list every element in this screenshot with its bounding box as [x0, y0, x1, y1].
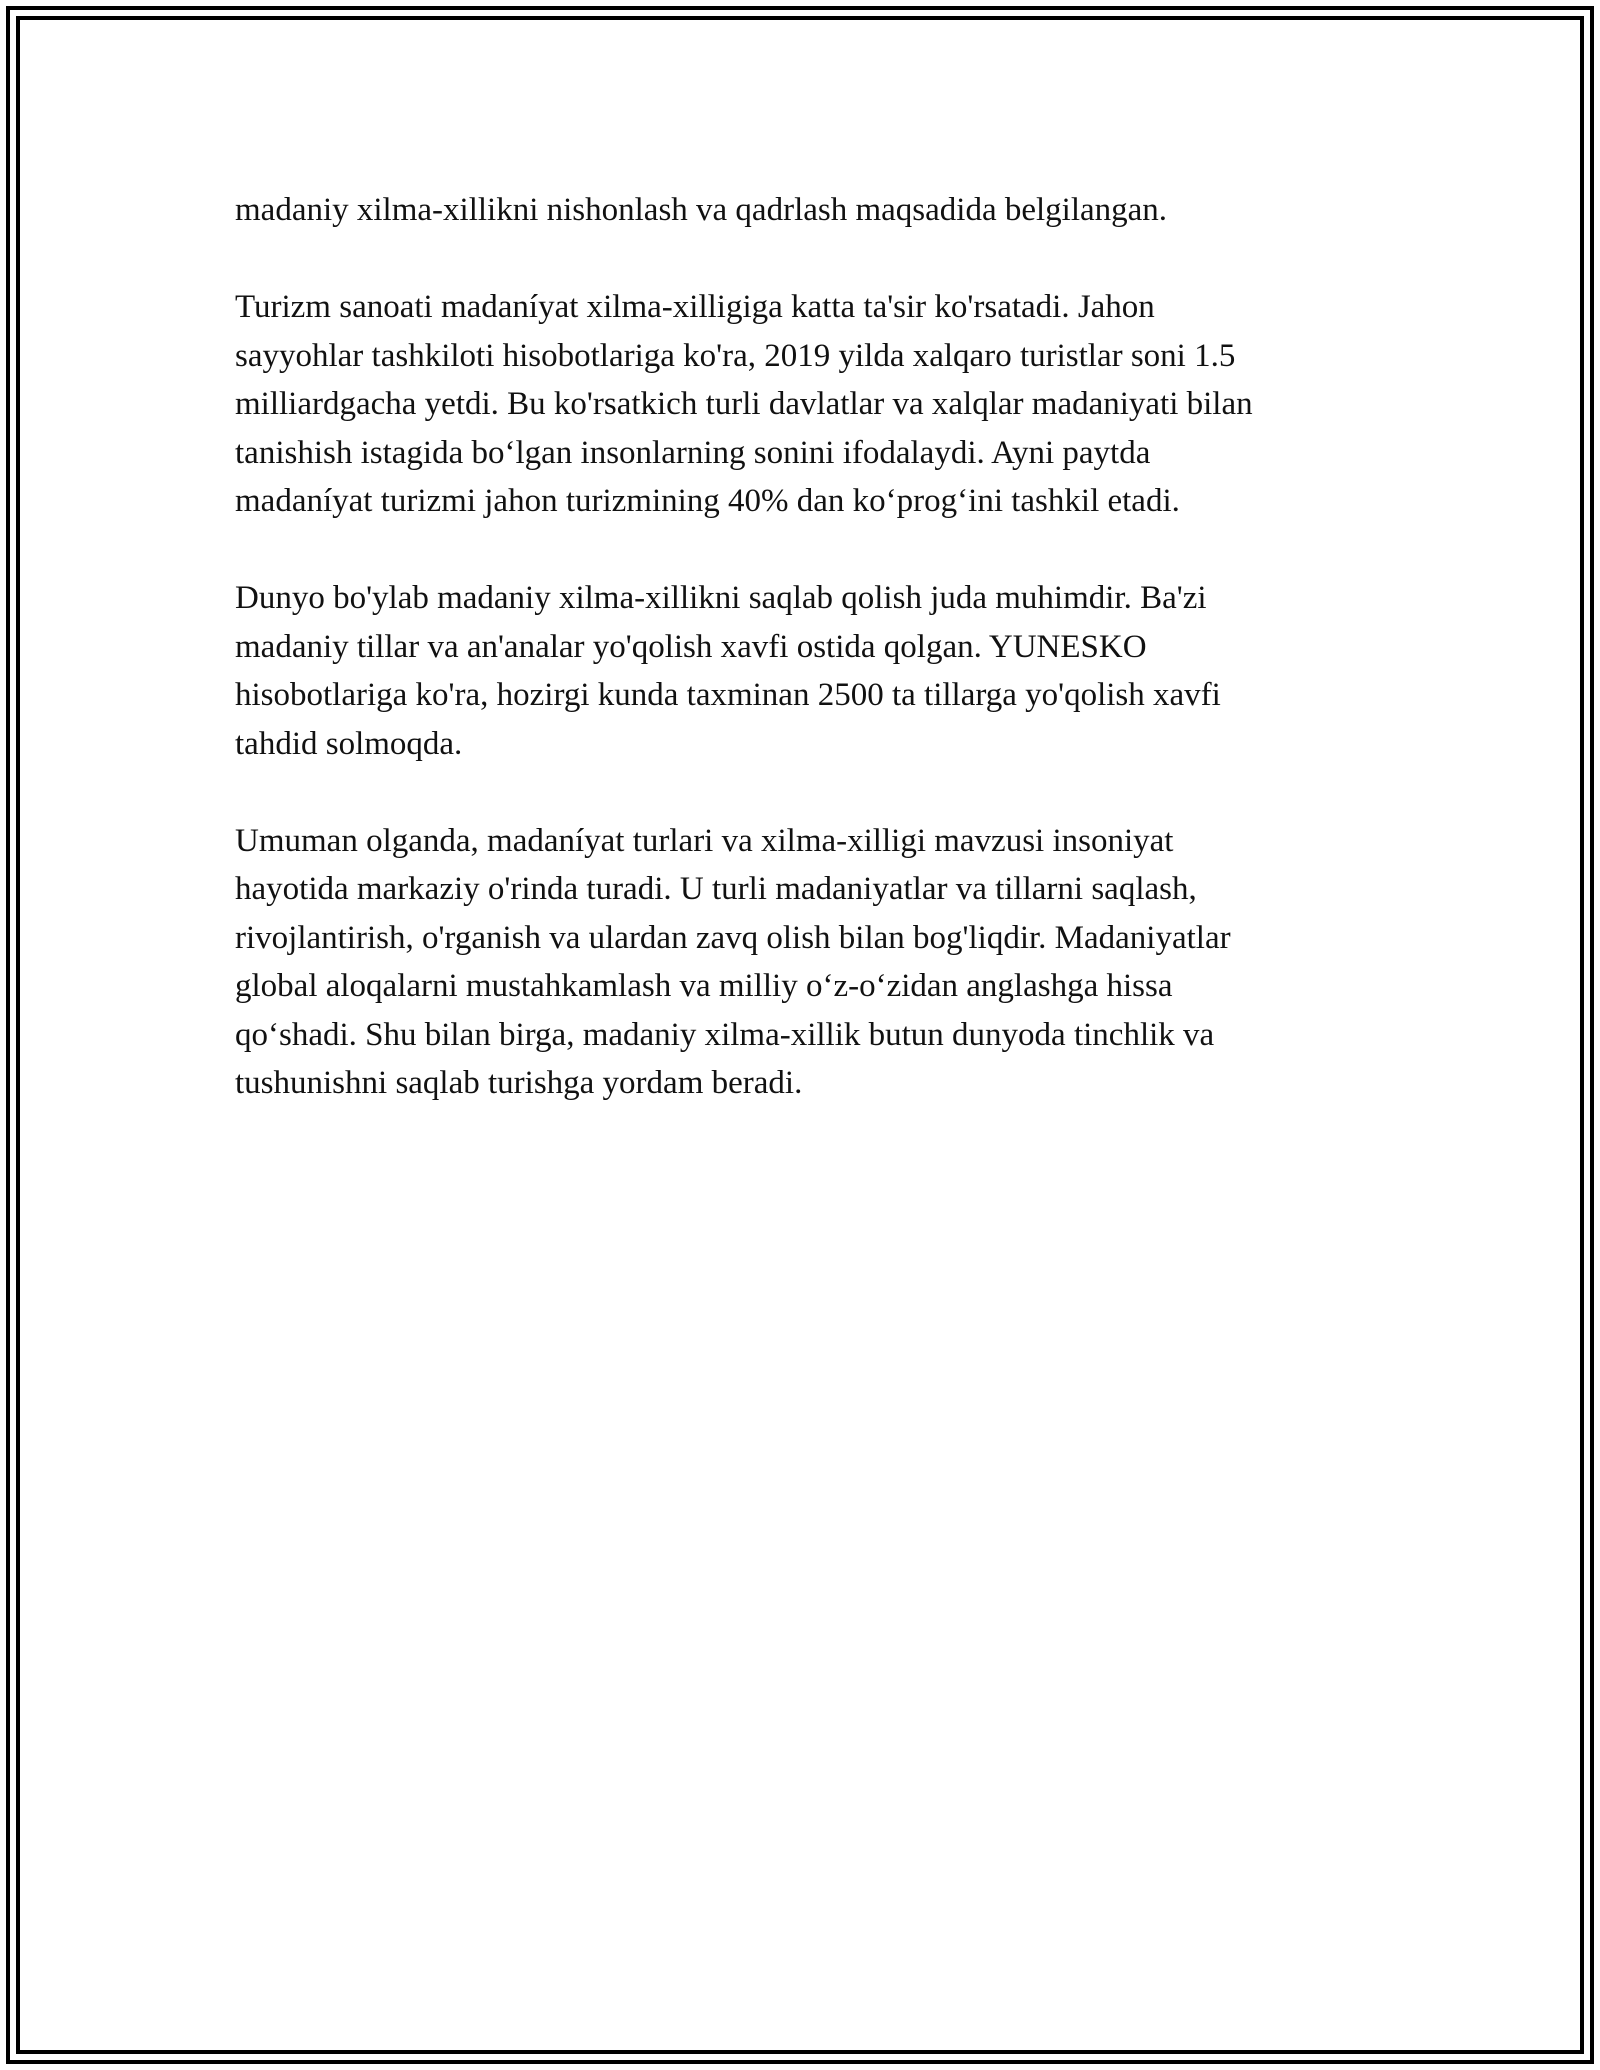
- paragraph-1: [235, 186, 1375, 235]
- text-line: Umuman olganda, madaníyat turlari va xilma-xilligi mavzusi insoniyat: [235, 822, 1174, 859]
- text-line: tanishish istagida bo‘lgan insonlarning sonini ifodalaydi. Ayni paytda: [235, 434, 1151, 471]
- text-line: madaniy xilma-xillikni nishonlash va qadrlash maqsadida belgilangan.: [235, 192, 1168, 228]
- text-line: hayotida markaziy o'rinda turadi. U turli madaniyatlar va tillarni saqlash,: [235, 871, 1197, 907]
- text-line: rivojlantirish, o'rganish va ulardan zavq olish bilan bog'liqdir. Madaniyatlar: [235, 919, 1231, 956]
- text-line: tushunishni saqlab turishga yordam beradi.: [235, 1065, 803, 1101]
- text-line: global aloqalarni mustahkamlash va milliy o‘z-o‘zidan anglashga hissa: [235, 968, 1173, 1004]
- text-line: tahdid solmoqda.: [235, 725, 463, 762]
- text-line: Turizm sanoati madaníyat xilma-xilligiga katta ta'sir ko'rsatadi. Jahon: [235, 289, 1155, 325]
- text-line: sayyohlar tashkiloti hisobotlariga ko'ra, 2019 yilda xalqaro turistlar soni 1.5: [235, 337, 1236, 374]
- document-body: [235, 186, 1375, 1156]
- text-line: hisobotlariga ko'ra, hozirgi kunda taxminan 2500 ta tillarga yo'qolish xavfi: [235, 677, 1221, 713]
- paragraph-2: [235, 283, 1375, 526]
- text-line: qo‘shadi. Shu bilan birga, madaniy xilma-xillik butun dunyoda tinchlik va: [235, 1016, 1215, 1053]
- text-line: madaniy tillar va an'analar yo'qolish xavfi ostida qolgan. YUNESKO: [235, 628, 1147, 665]
- text-line: madaníyat turizmi jahon turizmining 40% dan ko‘prog‘ini tashkil etadi.: [235, 483, 1180, 519]
- paragraph-3: [235, 574, 1375, 768]
- text-line: Dunyo bo'ylab madaniy xilma-xillikni saqlab qolish juda muhimdir. Ba'zi: [235, 580, 1207, 616]
- text-line: milliardgacha yetdi. Bu ko'rsatkich turli davlatlar va xalqlar madaniyati bilan: [235, 386, 1253, 422]
- paragraph-4: [235, 817, 1375, 1108]
